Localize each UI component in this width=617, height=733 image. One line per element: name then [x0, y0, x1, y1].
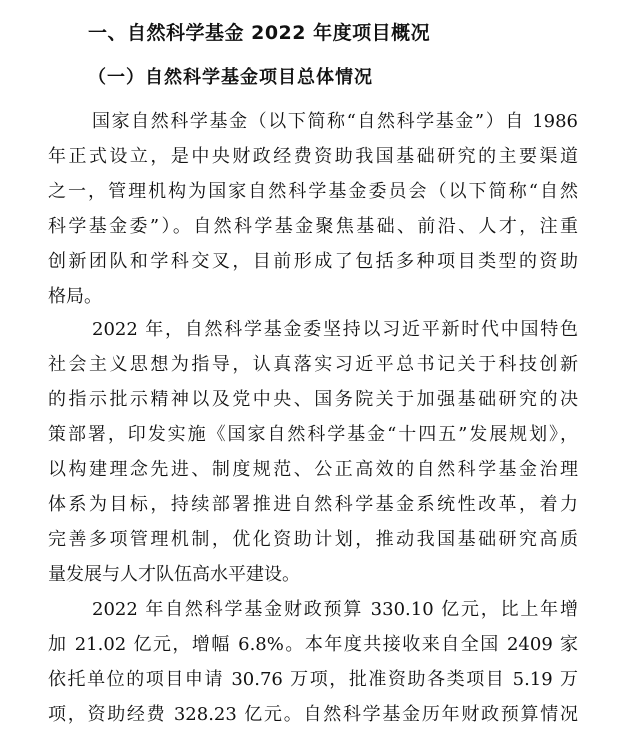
paragraph-line: 项，资助经费 328.23 亿元。自然科学基金历年财政预算情况	[48, 704, 578, 725]
subsection-heading: （一）自然科学基金项目总体情况	[88, 67, 373, 88]
paragraph-line: 2022 年，自然科学基金委坚持以习近平新时代中国特色	[92, 319, 578, 340]
paragraph-line: 科学基金委”）。自然科学基金聚焦基础、前沿、人才，注重	[48, 216, 578, 237]
paragraph-line: 创新团队和学科交叉，目前形成了包括多种项目类型的资助	[48, 251, 578, 272]
paragraph-line: 之一，管理机构为国家自然科学基金委员会（以下简称“自然	[48, 181, 578, 202]
paragraph-line: 完善多项管理机制，优化资助计划，推动我国基础研究高质	[48, 529, 578, 550]
paragraph-line: 社会主义思想为指导，认真落实习近平总书记关于科技创新	[48, 354, 578, 375]
paragraph-3	[48, 592, 578, 732]
paragraph-line: 以构建理念先进、制度规范、公正高效的自然科学基金治理	[48, 459, 578, 480]
paragraph-line: 2022 年自然科学基金财政预算 330.10 亿元，比上年增	[92, 599, 578, 620]
paragraph-line: 国家自然科学基金（以下简称“自然科学基金”）自 1986	[92, 111, 578, 132]
paragraph-line: 量发展与人才队伍高水平建设。	[48, 564, 300, 585]
paragraph-line: 加 21.02 亿元，增幅 6.8%。本年度共接收来自全国 2409 家	[48, 634, 578, 655]
paragraph-line: 格局。	[48, 286, 102, 307]
section-heading: 一、自然科学基金 2022 年度项目概况	[88, 22, 431, 44]
paragraph-line: 的指示批示精神以及党中央、国务院关于加强基础研究的决	[48, 389, 578, 410]
paragraph-line: 依托单位的项目申请 30.76 万项，批准资助各类项目 5.19 万	[48, 669, 578, 690]
paragraph-line: 年正式设立，是中央财政经费资助我国基础研究的主要渠道	[48, 146, 578, 167]
paragraph-2	[48, 312, 578, 592]
paragraph-line: 体系为目标，持续部署推进自然科学基金系统性改革，着力	[48, 494, 578, 515]
paragraph-line: 策部署，印发实施《国家自然科学基金“十四五”发展规划》，	[48, 424, 578, 445]
paragraph-1	[48, 104, 578, 314]
